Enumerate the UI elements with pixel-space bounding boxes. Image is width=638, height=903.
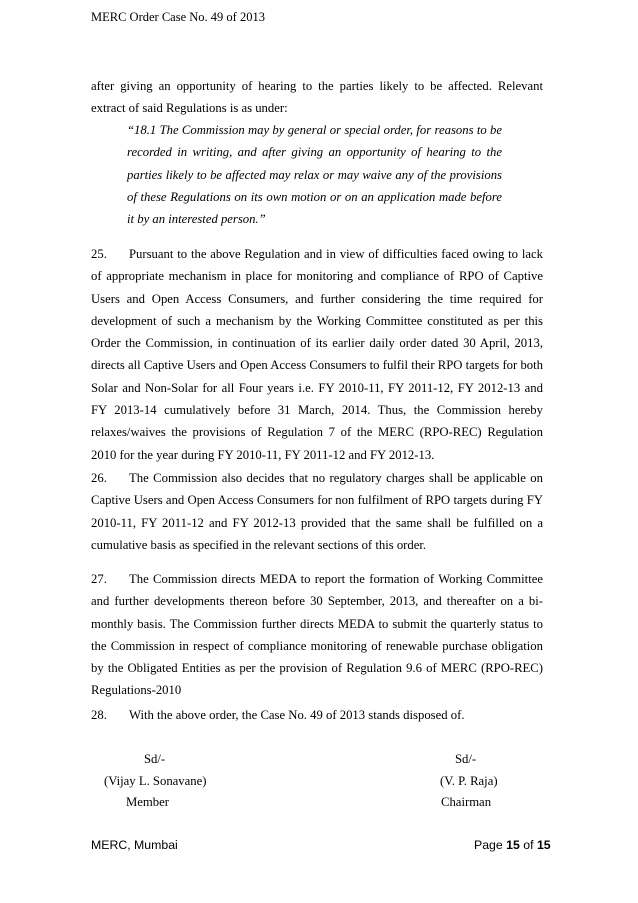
page-header: MERC Order Case No. 49 of 2013 (91, 10, 265, 24)
chairman-signature: Sd/- (455, 752, 477, 766)
member-name: (Vijay L. Sonavane) (104, 774, 207, 788)
intro-paragraph: after giving an opportunity of hearing to the parties likely to be affected. Relevant extract of said Regulations is as under: (91, 79, 543, 116)
regulation-quote: “18.1 The Commission may by general or special order, for reasons to be recorded in writing, and after giving an opportunity of hearing to the parties likely to be affected may relax or may waive any of the provisions of these Regulations on its own motion or on an application made before it by an interested person.” (127, 123, 502, 227)
paragraph-text: Pursuant to the above Regulation and in view of difficulties faced owing to lack of appropriate mechanism in place for monitoring and compliance of RPO of Captive Users and Open Access Consumers, and further considering the time required for development of such a mechanism by the Working Committee constituted as per this Order the Commission, in continuation of its earlier daily order dated 30 April, 2013, directs all Captive Users and Open Access Consumers to fulfil their RPO targets for both Solar and Non-Solar for all Four years i.e. FY 2010-11, FY 2011-12, FY 2012-13 and FY 2013-14 cumulatively before 31 March, 2014. Thus, the Commission hereby relaxes/waives the provisions of Regulation 7 of the MERC (RPO-REC) Regulation 2010 for the year during FY 2010-11, FY 2011-12 and FY 2012-13. (91, 247, 543, 462)
paragraph-27 (91, 568, 543, 702)
paragraph-28 (91, 704, 543, 726)
paragraph-text: With the above order, the Case No. 49 of 2013 stands disposed of. (129, 708, 465, 722)
paragraph-25 (91, 243, 543, 466)
page-number: Page 15 of 15 (474, 838, 551, 852)
member-title: Member (126, 795, 169, 809)
paragraph-26 (91, 467, 543, 556)
paragraph-number: 28. (91, 708, 107, 722)
member-signature: Sd/- (144, 752, 166, 766)
paragraph-text: The Commission directs MEDA to report the formation of Working Committee and further developments thereon before 30 September, 2013, and thereafter on a bi-monthly basis. The Commission further directs MEDA to submit the quarterly status to the Commission in respect of compliance monitoring of renewable purchase obligation by the Obligated Entities as per the provision of Regulation 9.6 of MERC (RPO-REC) Regulations-2010 (91, 572, 543, 698)
chairman-name: (V. P. Raja) (440, 774, 498, 788)
paragraph-text: The Commission also decides that no regulatory charges shall be applicable on Captive Users and Open Access Consumers for non fulfilment of RPO targets during FY 2010-11, FY 2011-12 and FY 2012-13 provided that the same shall be fulfilled on a cumulative basis as specified in the relevant sections of this order. (91, 471, 543, 552)
footer-location: MERC, Mumbai (91, 838, 178, 852)
chairman-title: Chairman (441, 795, 492, 809)
paragraph-number: 26. (91, 471, 107, 485)
paragraph-number: 27. (91, 572, 107, 586)
paragraph-number: 25. (91, 247, 107, 261)
